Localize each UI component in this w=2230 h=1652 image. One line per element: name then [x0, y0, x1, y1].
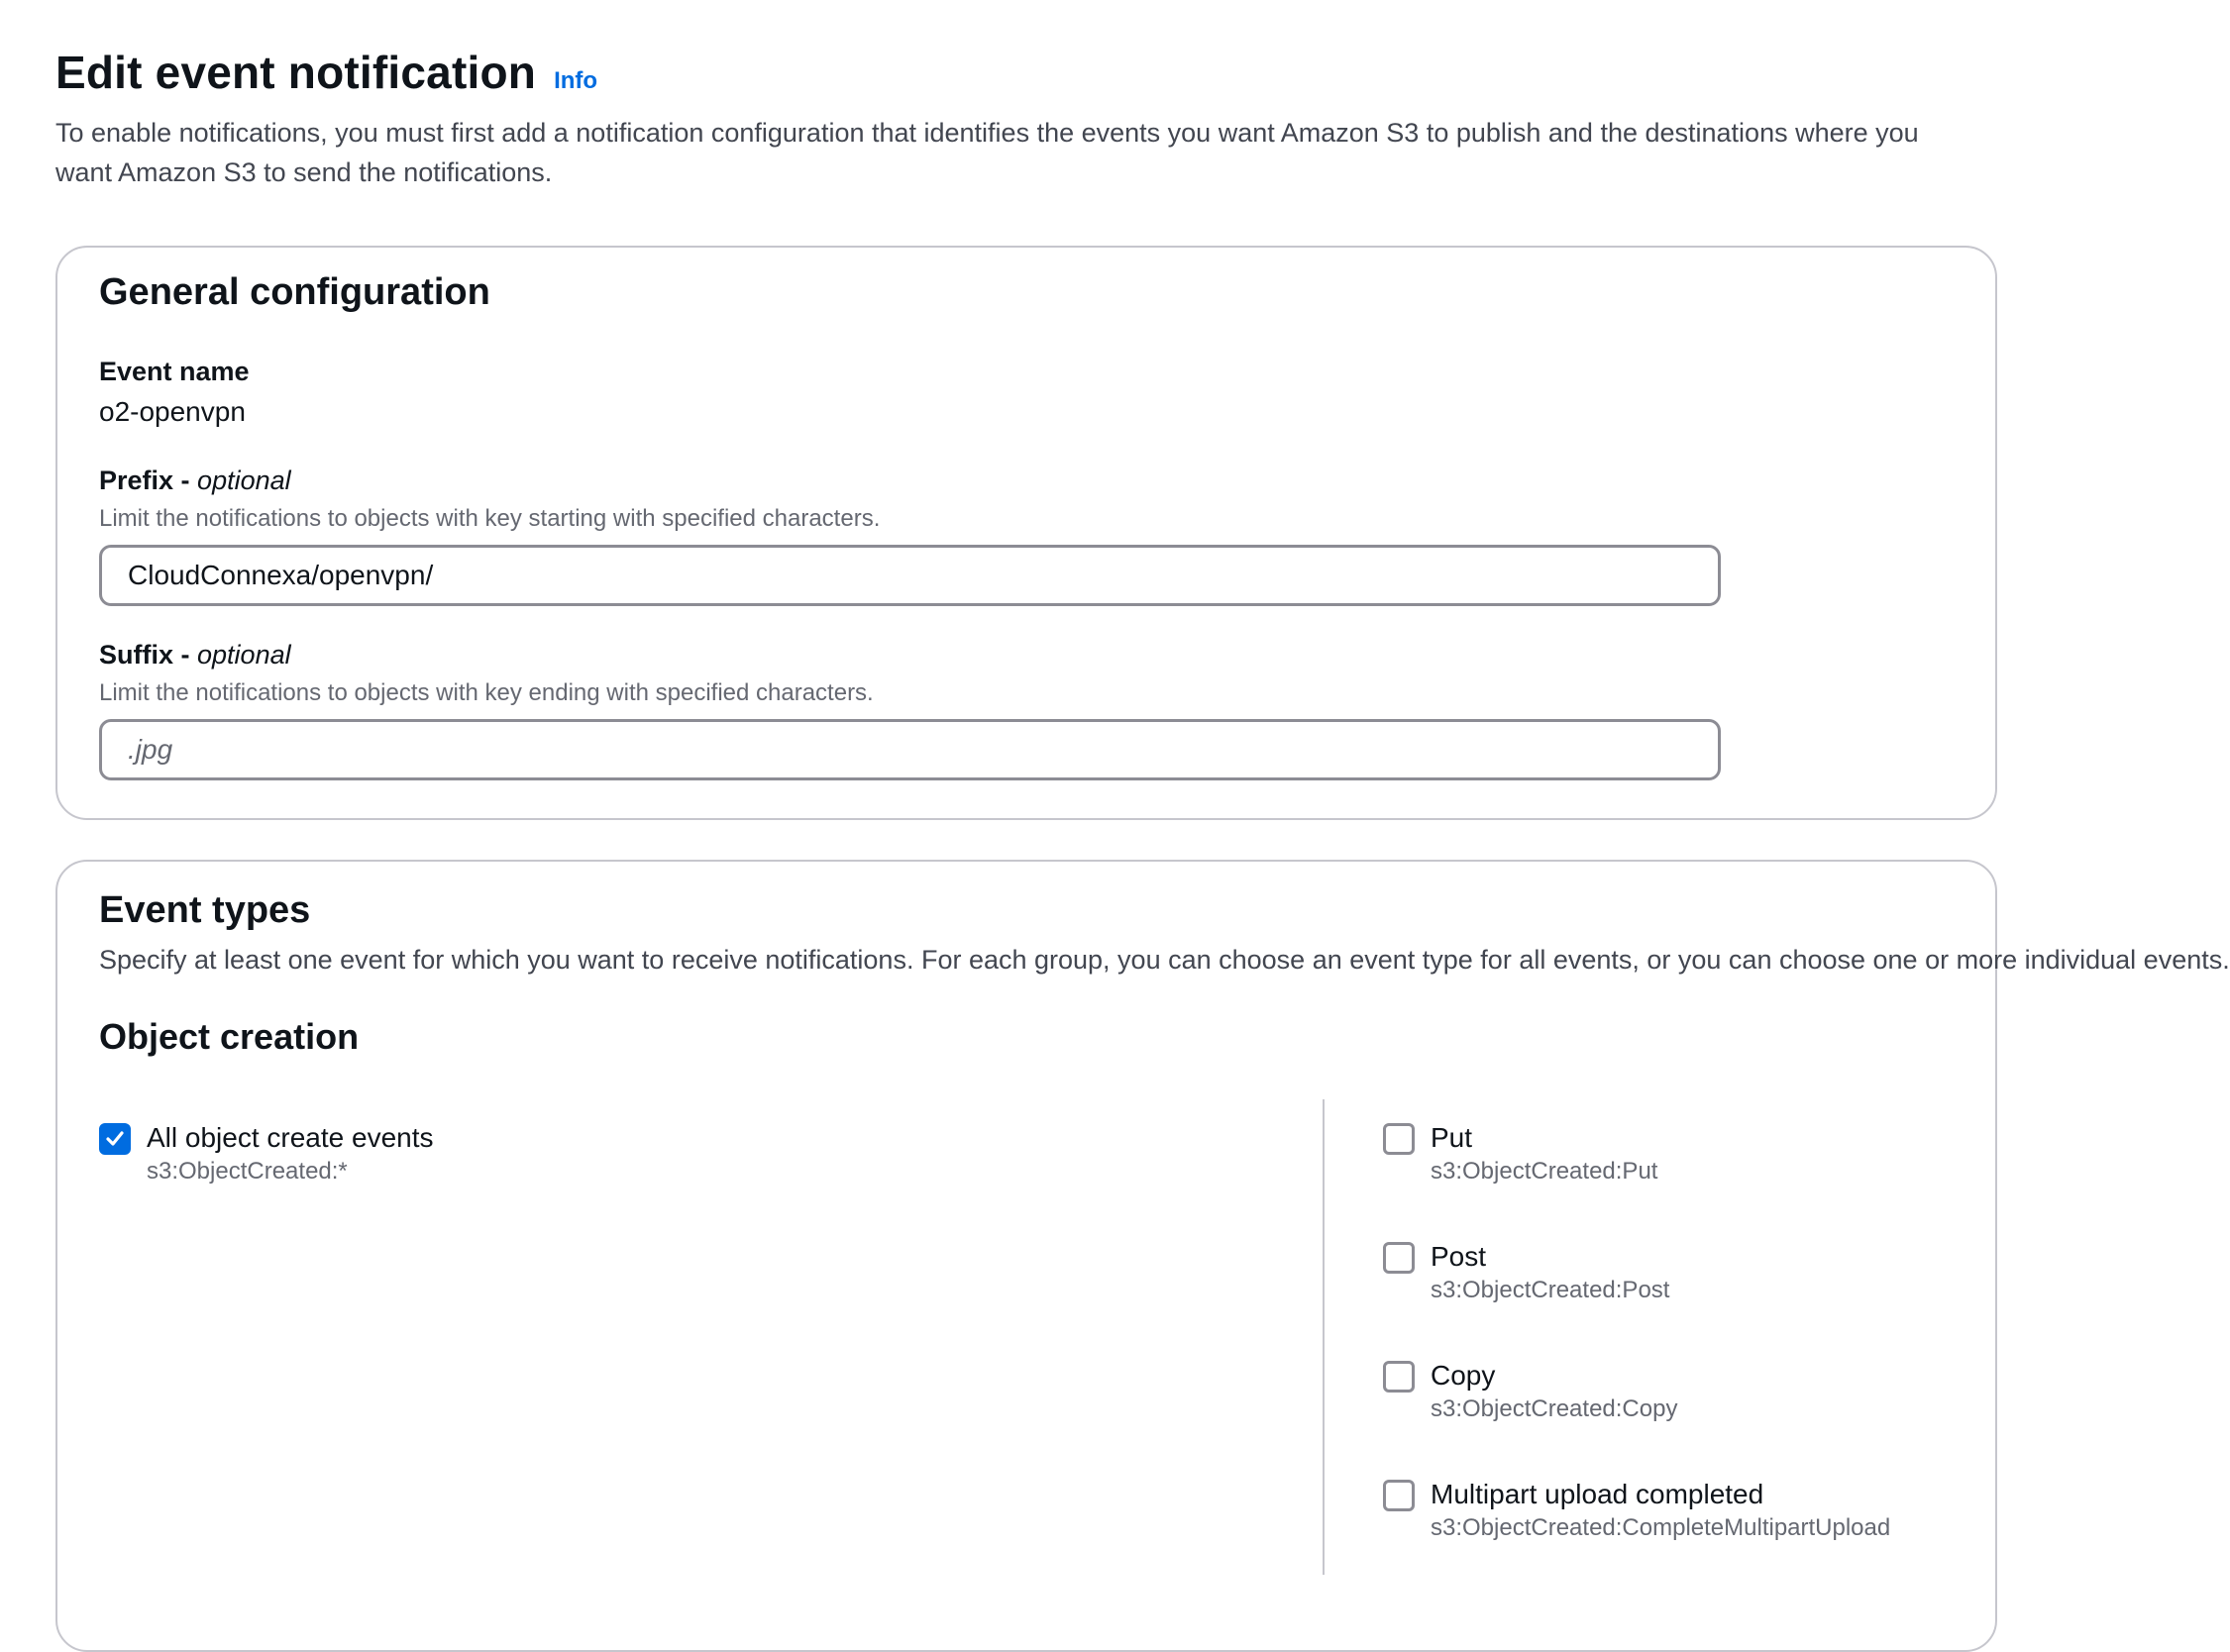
- multipart-upload-completed-checkbox[interactable]: [1383, 1480, 1415, 1511]
- info-link[interactable]: Info: [554, 67, 598, 94]
- checkbox-event-code: s3:ObjectCreated:*: [147, 1158, 348, 1185]
- put-option[interactable]: [1383, 1121, 1657, 1187]
- checkbox-event-code: s3:ObjectCreated:CompleteMultipartUpload: [1431, 1514, 1891, 1541]
- event-types-description: Specify at least one event for which you want to receive notifications. For each group, you can choose an event type for all events, or you can choose one or more individual events.: [99, 945, 2230, 975]
- copy-checkbox[interactable]: [1383, 1361, 1415, 1393]
- prefix-input[interactable]: [99, 545, 1721, 606]
- all-object-create-events-option[interactable]: [99, 1121, 434, 1187]
- general-configuration-title: General configuration: [99, 271, 490, 313]
- put-checkbox[interactable]: [1383, 1123, 1415, 1155]
- column-divider: [1323, 1099, 1325, 1575]
- all-object-create-events-text: [147, 1121, 434, 1187]
- page-description: To enable notifications, you must first add a notification configuration that identifies the events you want Amazon S3 to publish and the destinations where you want Amazon S3 to send the notifications.: [55, 118, 1919, 187]
- multipart-upload-completed-text: [1431, 1478, 1890, 1543]
- checkbox-event-code: s3:ObjectCreated:Post: [1431, 1277, 1670, 1303]
- suffix-input[interactable]: [99, 719, 1721, 780]
- checkmark-icon: [104, 1128, 126, 1150]
- checkbox-label: Post: [1431, 1241, 1487, 1272]
- event-name-label: Event name: [99, 357, 250, 386]
- suffix-label-text: Suffix: [99, 640, 174, 670]
- prefix-optional-text: optional: [197, 465, 291, 495]
- copy-text: [1431, 1359, 1677, 1424]
- event-types-container: [55, 860, 2230, 1652]
- all-object-create-events-checkbox[interactable]: [99, 1123, 131, 1155]
- object-creation-title: Object creation: [99, 1016, 360, 1057]
- copy-option[interactable]: [1383, 1359, 1677, 1424]
- prefix-description: Limit the notifications to objects with key starting with specified characters.: [99, 505, 881, 532]
- event-types-title: Event types: [99, 889, 311, 931]
- page-title: Edit event notification: [55, 47, 537, 98]
- multipart-upload-completed-option[interactable]: [1383, 1478, 1890, 1543]
- checkbox-label: All object create events: [147, 1122, 434, 1153]
- event-name-value: o2-openvpn: [99, 396, 246, 427]
- post-text: [1431, 1240, 1669, 1305]
- prefix-label-text: Prefix: [99, 465, 174, 495]
- general-configuration-container: [55, 246, 1997, 820]
- suffix-description: Limit the notifications to objects with key ending with specified characters.: [99, 679, 874, 706]
- post-checkbox[interactable]: [1383, 1242, 1415, 1274]
- suffix-label: Suffix - optional: [99, 640, 291, 670]
- checkbox-event-code: s3:ObjectCreated:Put: [1431, 1158, 1658, 1185]
- checkbox-event-code: s3:ObjectCreated:Copy: [1431, 1395, 1678, 1422]
- post-option[interactable]: [1383, 1240, 1669, 1305]
- prefix-label: Prefix - optional: [99, 465, 291, 495]
- page-header: [55, 46, 1930, 192]
- checkbox-label: Put: [1431, 1122, 1473, 1153]
- checkbox-label: Copy: [1431, 1360, 1496, 1391]
- suffix-optional-text: optional: [197, 640, 291, 670]
- checkbox-label: Multipart upload completed: [1431, 1479, 1764, 1509]
- put-text: [1431, 1121, 1657, 1187]
- title-row: [55, 46, 1930, 99]
